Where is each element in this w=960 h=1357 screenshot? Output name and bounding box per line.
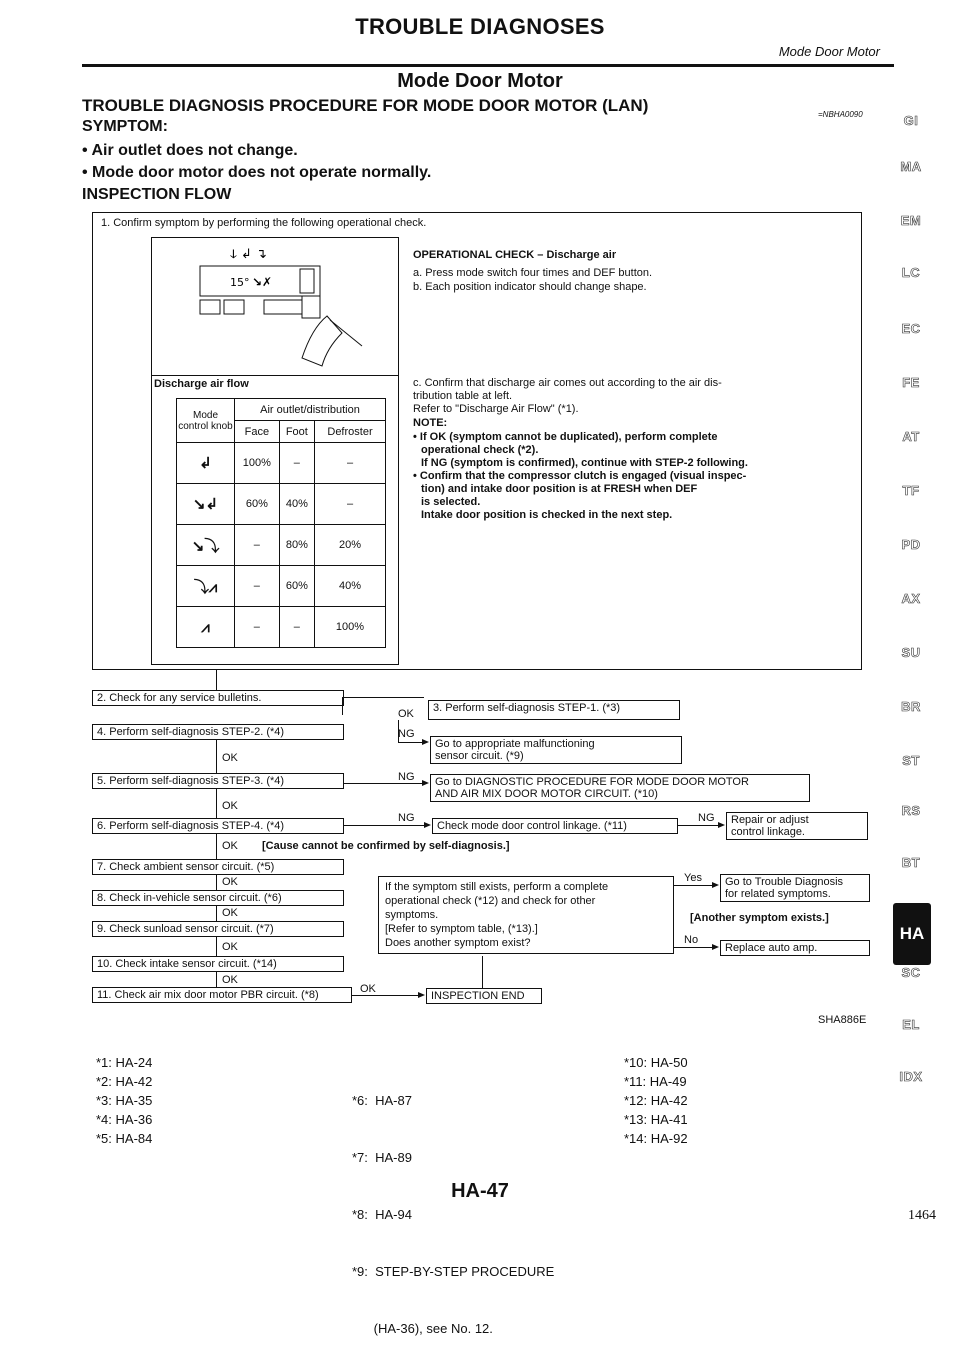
step3-box: 3. Perform self-diagnosis STEP-1. (*3) [428,700,680,720]
note-1b: operational check (*2). [421,444,539,456]
no-label: No [684,934,699,946]
tab-lc[interactable]: LC [901,265,921,280]
step4-ng-box [430,736,682,764]
symptom-1: • Air outlet does not change. [82,142,298,159]
note-3c: is selected. [421,496,481,508]
footnotes-col2 [352,1053,554,1357]
table-cell: – [315,484,386,525]
symptom-label: SYMPTOM: [82,118,168,135]
step9-box: 9. Check sunload sensor circuit. (*7) [92,921,344,937]
foot-icon: ↘⤵ [177,525,235,566]
note-2: If NG (symptom is confirmed), continue with STEP-2 following. [421,457,748,469]
table-cell: 60% [279,566,314,607]
step4-ng-line1: Go to appropriate malfunctioning [435,738,595,750]
ok-label: OK [360,983,376,995]
connector [398,742,424,743]
repair-line1: Repair or adjust [731,814,809,826]
cause-note: [Cause cannot be confirmed by self-diagnosis.] [262,840,510,852]
ng-label: NG [398,812,415,824]
question-line3: symptoms. [385,909,439,921]
question-line4: [Refer to symptom table, (*13).] [385,923,538,935]
ok-label: OK [222,974,238,986]
arrow-icon [712,882,719,888]
tab-bt[interactable]: BT [901,855,921,870]
footnote: *2: HA-42 [96,1074,153,1089]
footnote: *11: HA-49 [624,1074,687,1089]
mode-control-knob-header: Mode control knob [177,399,235,443]
footnote: (HA-36), see No. 12. [352,1321,493,1336]
repair-line2: control linkage. [731,826,805,838]
question-box [378,876,674,954]
footnote: *6: HA-87 [352,1093,412,1108]
ok-label: OK [222,876,238,888]
another-symptom-note: [Another symptom exists.] [690,912,829,924]
op-check-ref: Refer to "Discharge Air Flow" (*1). [413,403,579,415]
connector [216,833,217,859]
discharge-air-flow-table [176,398,386,648]
control-panel-drawing [152,238,398,386]
table-cell: – [235,566,280,607]
step5-ng-line1: Go to DIAGNOSTIC PROCEDURE FOR MODE DOOR MOTOR [435,776,749,788]
connector [352,995,418,996]
table-cell: 40% [279,484,314,525]
tab-ma[interactable]: MA [900,159,922,174]
footnotes-col3 [624,1053,688,1148]
connector [674,885,714,886]
table-cell: – [279,607,314,648]
connector [344,825,424,826]
tab-ax[interactable]: AX [901,591,921,606]
col-foot: Foot [279,421,314,443]
footnote: *1: HA-24 [96,1055,153,1070]
note-label: NOTE: [413,417,448,429]
op-check-b: b. Each position indicator should change shape. [413,281,647,293]
connector [482,956,483,988]
col-defroster: Defroster [315,421,386,443]
table-cell: 80% [279,525,314,566]
table-cell: 100% [235,443,280,484]
footnote: *9: STEP-BY-STEP PROCEDURE [352,1264,555,1279]
ok-label: OK [222,907,238,919]
question-line5: Does another symptom exist? [385,937,531,949]
footnote: *5: HA-84 [96,1131,153,1146]
step4-ng-line2: sensor circuit. (*9) [435,750,524,762]
tab-sc[interactable]: SC [901,965,921,980]
note-1: • If OK (symptom cannot be duplicated), perform complete [413,431,718,443]
connector [216,936,217,956]
arrow-icon [418,992,425,998]
note-4: Intake door position is checked in the next step. [421,509,673,521]
yes-label: Yes [684,872,702,884]
table-cell: 60% [235,484,280,525]
connector [216,874,217,890]
figure-id: SHA886E [818,1014,867,1026]
section-title: Mode Door Motor [397,70,563,92]
note-3b: tion) and intake door position is at FRESH when DEF [421,483,698,495]
no-box: Replace auto amp. [720,940,870,956]
ng-label: NG [398,771,415,783]
ok-label: OK [222,840,238,852]
foot-defrost-icon: ⤵⩘ [177,566,235,607]
connector [674,947,714,948]
corner-number: 1464 [908,1208,936,1223]
reference-code: =NBHA0090 [818,110,863,119]
table-cell: – [279,443,314,484]
mode-icons-row: ↆ ↲ ↴ [230,247,267,262]
vent-icon: ↲ [177,443,235,484]
tab-el[interactable]: EL [902,1017,920,1032]
tab-ec[interactable]: EC [901,321,921,336]
page-header-title: TROUBLE DIAGNOSES [355,14,605,39]
op-check-c: c. Confirm that discharge air comes out according to the air dis- [413,377,722,389]
yes-box [720,874,870,902]
tab-fe[interactable]: FE [902,375,920,390]
tab-idx[interactable]: IDX [899,1069,923,1084]
defrost-icon: ⩘ [177,607,235,648]
tab-ha-active[interactable]: HA [893,903,931,965]
temp-display: 15° [230,276,250,289]
tab-br[interactable]: BR [901,699,921,714]
connector [216,670,217,690]
connector [678,825,718,826]
ok-label: OK [222,800,238,812]
tab-tf[interactable]: TF [902,483,920,498]
step6-ng-box: Check mode door control linkage. (*11) [432,818,678,834]
table-cell: 20% [315,525,386,566]
connector [344,783,422,784]
table-cell: 40% [315,566,386,607]
connector [216,739,217,773]
air-outlet-header: Air outlet/distribution [235,399,386,421]
table-cell: – [315,443,386,484]
inspection-end-box: INSPECTION END [426,988,542,1004]
tab-pd[interactable]: PD [901,537,921,552]
tab-at[interactable]: AT [902,429,920,444]
footnote: *10: HA-50 [624,1055,688,1070]
arrow-icon [422,739,429,745]
arrow-icon [718,822,725,828]
discharge-air-flow-panel [151,375,399,665]
question-line2: operational check (*12) and check for other [385,895,596,907]
footnote: *12: HA-42 [624,1093,688,1108]
ng-label: NG [398,728,415,740]
step4-box: 4. Perform self-diagnosis STEP-2. (*4) [92,724,344,740]
footnote: *3: HA-35 [96,1093,153,1108]
page-header-subtitle: Mode Door Motor [778,44,880,59]
ok-label: OK [398,708,414,720]
step7-box: 7. Check ambient sensor circuit. (*5) [92,859,344,875]
tab-gi[interactable]: GI [903,113,919,128]
arrow-icon [712,944,719,950]
footnote: *7: HA-89 [352,1150,412,1165]
connector [216,788,217,818]
arrow-icon [424,822,431,828]
tab-su[interactable]: SU [901,645,921,660]
footnotes-col1 [96,1053,152,1148]
step1-box [92,212,862,670]
footnote: *8: HA-94 [352,1207,412,1222]
table-caption: Discharge air flow [154,378,249,390]
symptom-2: • Mode door motor does not operate normally. [82,164,432,181]
table-cell: 100% [315,607,386,648]
op-check-title: OPERATIONAL CHECK – Discharge air [413,249,617,261]
table-cell: – [235,525,280,566]
ok-label: OK [222,941,238,953]
connector [216,905,217,921]
connector [216,971,217,987]
footnote: *4: HA-36 [96,1112,153,1127]
bilevel-icon: ↘↲ [177,484,235,525]
note-3: • Confirm that the compressor clutch is engaged (visual inspec- [413,470,747,482]
arrow-icon [422,780,429,786]
header-rule [82,64,894,67]
yes-line1: Go to Trouble Diagnosis [725,876,844,888]
footnote: *14: HA-92 [624,1131,688,1146]
yes-line2: for related symptoms. [725,888,831,900]
step2-box: 2. Check for any service bulletins. [92,690,344,706]
ok-label: OK [222,752,238,764]
tab-st[interactable]: ST [902,753,920,768]
procedure-title: TROUBLE DIAGNOSIS PROCEDURE FOR MODE DOOR MOTOR (LAN) [82,96,649,115]
step11-box: 11. Check air mix door motor PBR circuit. (*8) [92,987,352,1003]
op-check-a: a. Press mode switch four times and DEF button. [413,267,653,279]
step10-box: 10. Check intake sensor circuit. (*14) [92,956,344,972]
step8-box: 8. Check in-vehicle sensor circuit. (*6) [92,890,344,906]
col-face: Face [235,421,280,443]
step5-ng-box [430,774,810,802]
repair-box [726,812,868,840]
table-cell: – [235,607,280,648]
op-check-c2: tribution table at left. [413,390,513,402]
tab-rs[interactable]: RS [901,803,921,818]
inspection-flow-label: INSPECTION FLOW [82,186,232,203]
step5-ng-line2: AND AIR MIX DOOR MOTOR CIRCUIT. (*10) [435,788,658,800]
question-line1: If the symptom still exists, perform a complete [385,881,609,893]
connector [344,697,424,698]
svg-text:↘✗: ↘✗ [252,275,273,289]
step1-title: 1. Confirm symptom by performing the following operational check. [101,217,427,229]
ng-label: NG [698,812,715,824]
footnote: *13: HA-41 [624,1112,688,1127]
step5-box: 5. Perform self-diagnosis STEP-3. (*4) [92,773,344,789]
step6-box: 6. Perform self-diagnosis STEP-4. (*4) [92,818,344,834]
page-number: HA-47 [451,1180,509,1202]
connector [342,697,343,715]
control-panel-illustration [151,237,399,387]
tab-em[interactable]: EM [900,213,922,228]
